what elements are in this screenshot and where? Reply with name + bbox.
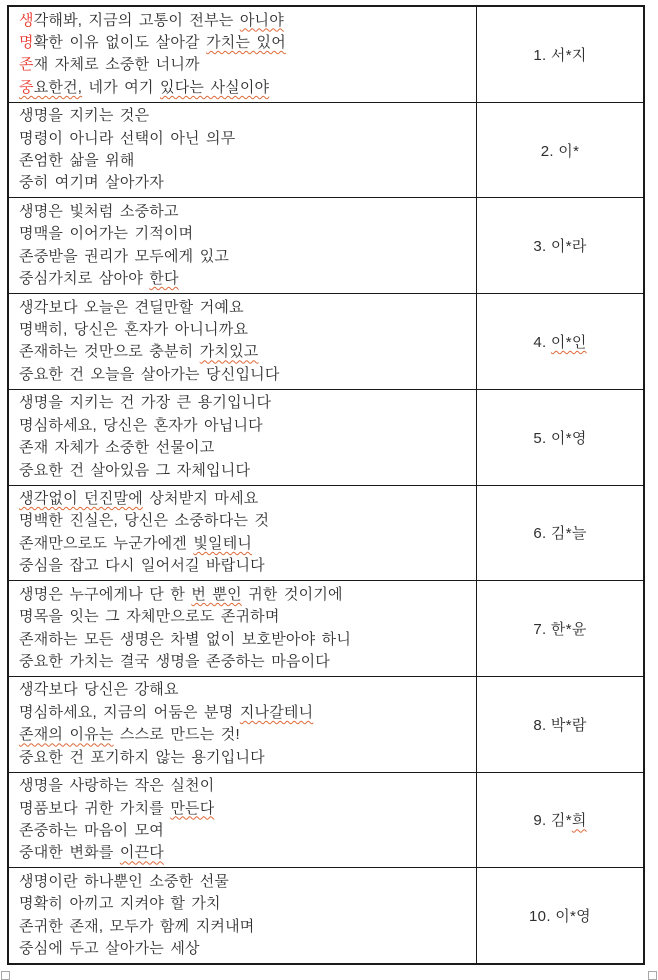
poem-line xyxy=(19,223,466,245)
text-segment: 명심하세요, 당신은 혼자가 아닙니다 xyxy=(19,416,263,434)
author-name xyxy=(533,809,586,830)
poem-line xyxy=(19,679,466,701)
poem-line xyxy=(19,842,466,864)
table-row xyxy=(9,390,643,486)
text-segment: 4. xyxy=(533,333,551,351)
poem-line xyxy=(19,54,466,76)
poem-line xyxy=(19,555,466,577)
text-segment: 5. 이*영 xyxy=(533,429,587,447)
author-name xyxy=(529,905,591,926)
poem-line xyxy=(19,606,466,628)
author-cell[interactable] xyxy=(477,198,643,293)
author-cell[interactable] xyxy=(477,773,643,868)
poem-cell[interactable] xyxy=(9,773,477,868)
text-segment: 존재만으로도 누군가에겐 xyxy=(19,534,194,552)
author-cell[interactable] xyxy=(477,486,643,581)
text-segment: 가치있고 xyxy=(199,343,259,361)
poem-line xyxy=(19,105,466,127)
poem-line xyxy=(19,510,466,532)
poem-line xyxy=(19,246,466,268)
table-row xyxy=(9,486,643,582)
poem-line xyxy=(19,775,466,797)
text-segment: 존중하는 마음이 모여 xyxy=(19,821,164,839)
poem-line xyxy=(19,584,466,606)
author-cell[interactable] xyxy=(477,7,643,102)
text-segment: 재 자체로 소중한 너니까 xyxy=(33,56,200,74)
poem-line xyxy=(19,702,466,724)
table-row xyxy=(9,7,643,103)
text-segment: 존엄한 삶을 위해 xyxy=(19,152,135,170)
table-row xyxy=(9,677,643,773)
poem-line xyxy=(19,820,466,842)
text-segment: 9. 김* xyxy=(533,812,572,830)
text-segment: 생명은 누구에게나 단 한 xyxy=(19,585,192,603)
text-segment: 8. 박*람 xyxy=(533,716,587,734)
text-segment: 생명을 지키는 건 가장 큰 용기입니다 xyxy=(19,394,272,412)
poem-line xyxy=(19,533,466,555)
poem-line xyxy=(19,938,466,960)
poem-line xyxy=(19,32,466,54)
poem-cell[interactable] xyxy=(9,7,477,102)
text-segment: 중요한 가치는 결국 생명을 존중하는 마음이다 xyxy=(19,652,330,670)
author-name xyxy=(533,331,586,352)
poem-line xyxy=(19,392,466,414)
text-segment: 중대한 변화를 xyxy=(19,844,120,862)
text-segment: 희 xyxy=(571,812,587,830)
poem-line xyxy=(19,268,466,290)
author-name xyxy=(533,522,586,543)
poem-line xyxy=(19,297,466,319)
text-segment: 이*인 xyxy=(550,333,587,351)
text-segment: 존중받을 권리가 모두에게 있고 xyxy=(19,247,230,265)
table-row xyxy=(9,773,643,869)
text-segment: 7. 한*윤 xyxy=(533,621,587,639)
text-segment: 중심가치로 삼아야 xyxy=(19,270,150,288)
text-segment: 10. 이*영 xyxy=(529,908,591,926)
text-segment: 중요한 건 오늘을 살아가는 당신입니다 xyxy=(19,365,280,383)
text-segment: 만든다 xyxy=(170,799,215,817)
text-segment: 존재 자체가 소중한 선물이고 xyxy=(19,439,215,457)
text-segment: 네가 여기 xyxy=(82,78,161,96)
poem-line xyxy=(19,415,466,437)
text-segment: 존귀한 존재, 모두가 함께 지켜내며 xyxy=(19,917,255,935)
poem-line xyxy=(19,871,466,893)
text-segment: 중심에 두고 살아가는 세상 xyxy=(19,940,200,958)
text-segment: 확한 이유 없이도 살아갈 xyxy=(33,33,207,51)
text-segment: 각해봐, 지금의 고통이 전부는 xyxy=(33,11,240,29)
text-segment: 생각없이 던진말에 xyxy=(19,490,143,508)
poem-cell[interactable] xyxy=(9,581,477,676)
poem-cell[interactable] xyxy=(9,486,477,581)
poem-line xyxy=(19,150,466,172)
text-segment: 요한건, xyxy=(33,78,83,96)
table-row xyxy=(9,868,643,963)
text-segment: 생각보다 당신은 강해요 xyxy=(19,681,179,699)
acrostic-letter: 존 xyxy=(19,56,34,74)
poem-line xyxy=(19,319,466,341)
text-segment: 중심을 잡고 다시 일어서길 바랍니다 xyxy=(19,557,265,575)
poem-cell[interactable] xyxy=(9,677,477,772)
text-segment: 생명이란 하나뿐인 소중한 선물 xyxy=(19,872,230,890)
poem-cell[interactable] xyxy=(9,390,477,485)
text-segment: 번 뿐인 xyxy=(191,585,242,603)
author-cell[interactable] xyxy=(477,103,643,198)
author-name xyxy=(533,618,586,639)
author-cell[interactable] xyxy=(477,868,643,963)
table-resize-handle-left[interactable] xyxy=(1,971,10,980)
table-row xyxy=(9,294,643,390)
text-segment: 존재의 이유는 xyxy=(19,726,114,744)
author-name xyxy=(533,427,586,448)
poem-line xyxy=(19,201,466,223)
text-segment: 중히 여기며 살아가자 xyxy=(19,174,164,192)
text-segment: 6. 김*늘 xyxy=(533,525,587,543)
poem-line xyxy=(19,916,466,938)
poem-line xyxy=(19,364,466,386)
text-segment: 이끈다 xyxy=(119,844,164,862)
poem-line xyxy=(19,341,466,363)
author-name xyxy=(533,714,586,735)
text-segment: 2. 이* xyxy=(540,142,580,160)
text-segment: 존재하는 모든 생명은 차별 없이 보호받아야 하니 xyxy=(19,630,352,648)
text-segment: 가치는 있어 xyxy=(206,33,286,51)
author-name xyxy=(541,140,580,161)
text-segment: 존재하는 것만으로 충분히 xyxy=(19,343,200,361)
text-segment: 명령이 아니라 선택이 아닌 의무 xyxy=(19,129,236,147)
table-row xyxy=(9,581,643,677)
poem-line xyxy=(19,128,466,150)
author-cell[interactable] xyxy=(477,581,643,676)
text-segment: 귀한 것이기에 xyxy=(241,585,343,603)
table-row xyxy=(9,198,643,294)
poem-line xyxy=(19,651,466,673)
poem-line xyxy=(19,629,466,651)
text-segment: 명심하세요, 지금의 어둠은 분명 xyxy=(19,703,240,721)
text-segment: 명품보다 귀한 가치를 xyxy=(19,799,171,817)
poem-cell[interactable] xyxy=(9,294,477,389)
author-name xyxy=(533,44,586,65)
poem-line xyxy=(19,893,466,915)
author-name xyxy=(533,235,586,256)
poem-line xyxy=(19,460,466,482)
text-segment: 명맥을 이어가는 기적이며 xyxy=(19,225,194,243)
text-segment: 상처받지 마세요 xyxy=(142,490,259,508)
poem-line xyxy=(19,10,466,32)
poem-line xyxy=(19,437,466,459)
acrostic-letter: 중 xyxy=(19,78,34,96)
poem-line xyxy=(19,747,466,769)
text-segment: 중요한 건 살아있음 그 자체입니다 xyxy=(19,461,251,479)
acrostic-letter: 생 xyxy=(19,11,34,29)
text-segment: 3. 이*라 xyxy=(533,238,587,256)
text-segment: 중요한 건 포기하지 않는 용기입니다 xyxy=(19,748,265,766)
text-segment: 생각보다 오늘은 견딜만할 거예요 xyxy=(19,298,244,316)
poem-line xyxy=(19,488,466,510)
text-segment: 생명을 사랑하는 작은 실천이 xyxy=(19,777,215,795)
text-segment: 명백한 진실은, 당신은 소중하다는 것 xyxy=(19,512,270,530)
text-segment: 스스로 만드는 것! xyxy=(113,726,240,744)
text-segment: 아니야 xyxy=(239,11,284,29)
acrostic-letter: 명 xyxy=(19,33,34,51)
text-segment: 생명을 지키는 것은 xyxy=(19,107,150,125)
text-segment: 명목을 잇는 그 자체만으로도 존귀하며 xyxy=(19,608,280,626)
author-cell[interactable] xyxy=(477,294,643,389)
text-segment: 명백히, 당신은 혼자가 아니니까요 xyxy=(19,321,249,339)
text-segment: 있다는 사실이야 xyxy=(160,78,270,96)
poem-line xyxy=(19,798,466,820)
text-segment: 생명은 빛처럼 소중하고 xyxy=(19,202,179,220)
author-cell[interactable] xyxy=(477,677,643,772)
poem-cell[interactable] xyxy=(9,868,477,963)
poem-cell[interactable] xyxy=(9,103,477,198)
poem-line xyxy=(19,172,466,194)
poem-line xyxy=(19,724,466,746)
text-segment: 명확히 아끼고 지켜야 할 가치 xyxy=(19,895,221,913)
text-segment: 지나갈테니 xyxy=(239,703,314,721)
poem-cell[interactable] xyxy=(9,198,477,293)
text-segment: 한다 xyxy=(149,270,179,288)
text-segment: 1. 서*지 xyxy=(533,46,587,64)
author-cell[interactable] xyxy=(477,390,643,485)
text-segment: 빛일테니 xyxy=(193,534,253,552)
poem-line xyxy=(19,77,466,99)
table-resize-handle-right[interactable] xyxy=(648,971,657,980)
table-row xyxy=(9,103,643,199)
poem-table xyxy=(7,5,645,965)
